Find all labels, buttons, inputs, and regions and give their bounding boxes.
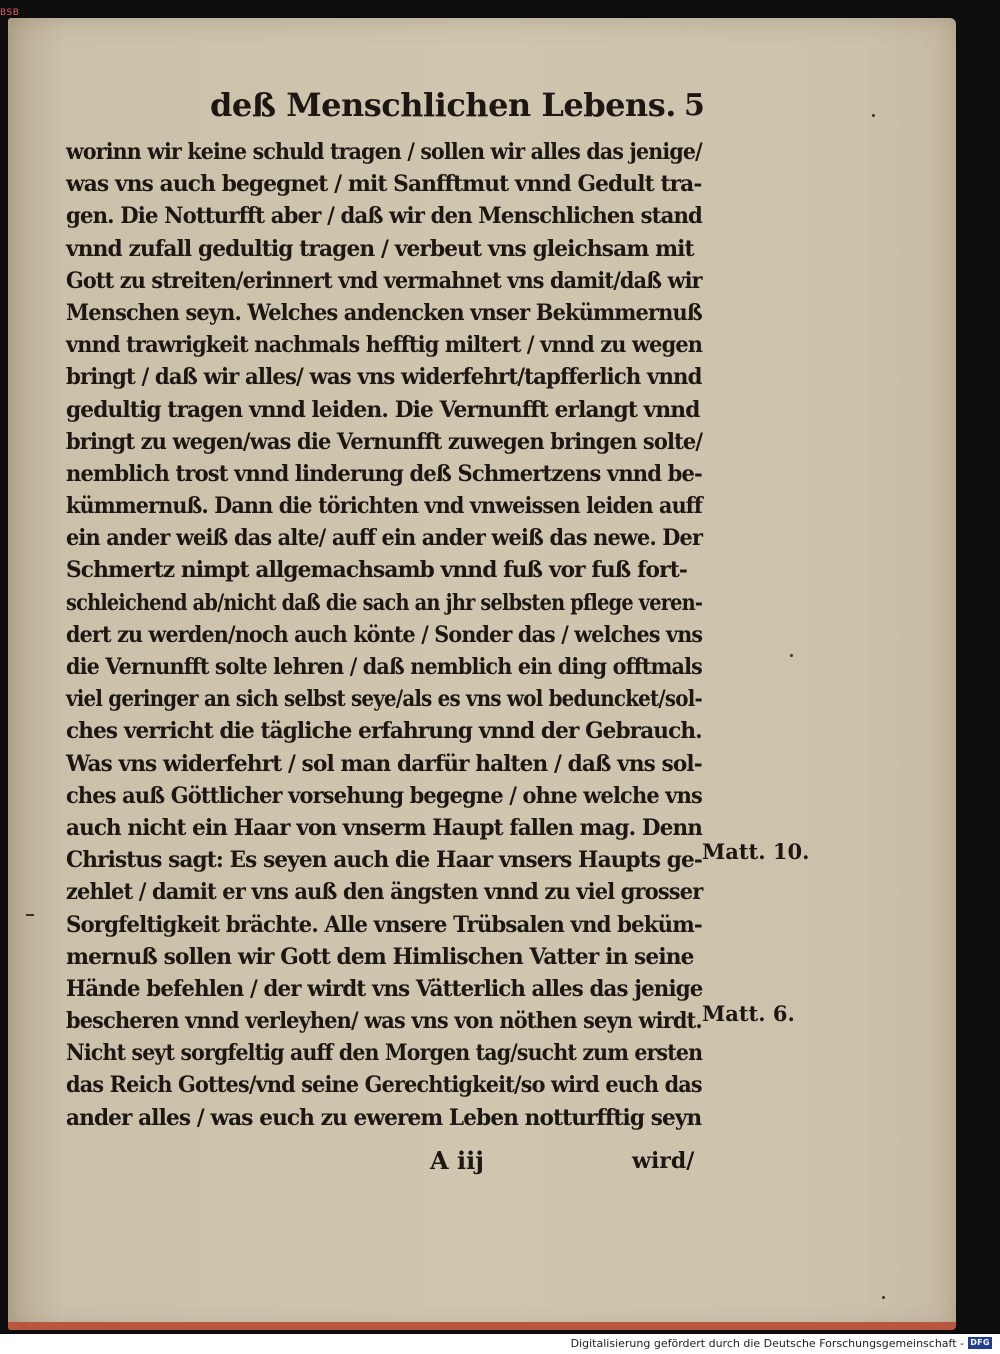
text-line: viel geringer an sich selbst seye/als es vns wol beduncket/sol- [66,686,702,713]
text-line: kümmernuß. Dann die törichten vnd vnweissen leiden auff [66,493,702,520]
book-page [8,18,956,1330]
text-line: ander alles / was euch zu ewerem Leben notturfftig seyn [66,1104,702,1131]
paper-speck [882,1296,885,1299]
library-watermark: BSB [0,8,20,18]
text-line: bringt zu wegen/was die Vernunfft zuwegen bringen solte/ [66,428,703,455]
text-line: nemblich trost vnnd linderung deß Schmertzens vnnd be- [66,460,702,487]
text-line: Christus sagt: Es seyen auch die Haar vnsers Haupts ge- [66,847,702,874]
text-line: vnnd zufall gedultig tragen / verbeut vns gleichsam mit [66,235,694,262]
text-line: zehlet / damit er vns auß den ängsten vnnd zu viel grosser [66,879,703,906]
text-line: bescheren vnnd verleyhen/ was vns von nöthen seyn wirdt. [66,1008,702,1035]
paper-speck [790,654,793,657]
paper-speck [872,114,875,117]
text-line: bringt / daß wir alles/ was vns widerfehrt/tapfferlich vnnd [66,364,702,391]
text-line: gen. Die Notturfft aber / daß wir den Menschlichen stand [66,203,703,230]
text-line: Menschen seyn. Welches andencken vnser Bekümmernuß [66,299,702,326]
running-title: deß Menschlichen Lebens. [210,86,676,124]
page-header [8,84,956,134]
text-line: die Vernunfft solte lehren / daß nemblich ein ding offtmals [66,654,702,680]
dfg-logo: DFG [968,1337,992,1349]
text-line: vnnd trawrigkeit nachmals hefftig miltert / vnnd zu wegen [66,332,703,359]
text-line: schleichend ab/nicht daß die sach an jhr selbsten pflege veren- [66,589,703,616]
footer-bar [0,1334,1000,1354]
marginal-note: Matt. 10. [702,839,810,864]
text-line: Schmertz nimpt allgemachsamb vnnd fuß vor fuß fort- [66,557,687,584]
text-line: Hände befehlen / der wirdt vns Vätterlich alles das jenige [66,975,703,1002]
text-line: Gott zu streiten/erinnert vnd vermahnet vns damit/daß wir [66,267,702,294]
funding-notice: Digitalisierung gefördert durch die Deutsche Forschungsgemeinschaft - [570,1337,964,1350]
page-edge [8,1322,956,1330]
text-line: ein ander weiß das alte/ auff ein ander weiß das newe. Der [66,525,703,552]
text-line: mernuß sollen wir Gott dem Himlischen Vatter in seine [66,943,694,970]
text-line: das Reich Gottes/vnd seine Gerechtigkeit/so wird euch das [66,1072,702,1099]
page-number: 5 [684,88,705,123]
text-line: Nicht seyt sorgfeltig auff den Morgen tag/sucht zum ersten [66,1040,703,1067]
text-line: worinn wir keine schuld tragen / sollen wir alles das jenige/ [66,139,702,165]
text-line: ches verricht die tägliche erfahrung vnnd der Gebrauch. [66,718,702,745]
text-line: Sorgfeltigkeit brächte. Alle vnsere Trübsalen vnd beküm- [66,911,702,938]
body-text [66,136,726,1134]
text-line: auch nicht ein Haar von vnserm Haupt fallen mag. Denn [66,814,703,841]
paper-speck [26,914,34,916]
marginal-note: Matt. 6. [702,1001,795,1026]
text-line: Was vns widerfehrt / sol man darfür halten / daß vns sol- [66,750,702,777]
text-line: dert zu werden/noch auch könte / Sonder das / welches vns [66,621,703,648]
text-line: gedultig tragen vnnd leiden. Die Vernunfft erlangt vnnd [66,396,700,423]
text-line: was vns auch begegnet / mit Sanfftmut vnnd Gedult tra- [66,171,702,198]
signature-line [8,1146,956,1182]
signature-mark: A iij [430,1146,484,1175]
catchword: wird/ [632,1148,695,1174]
text-line: ches auß Göttlicher vorsehung begegne / ohne welche vns [66,782,702,809]
